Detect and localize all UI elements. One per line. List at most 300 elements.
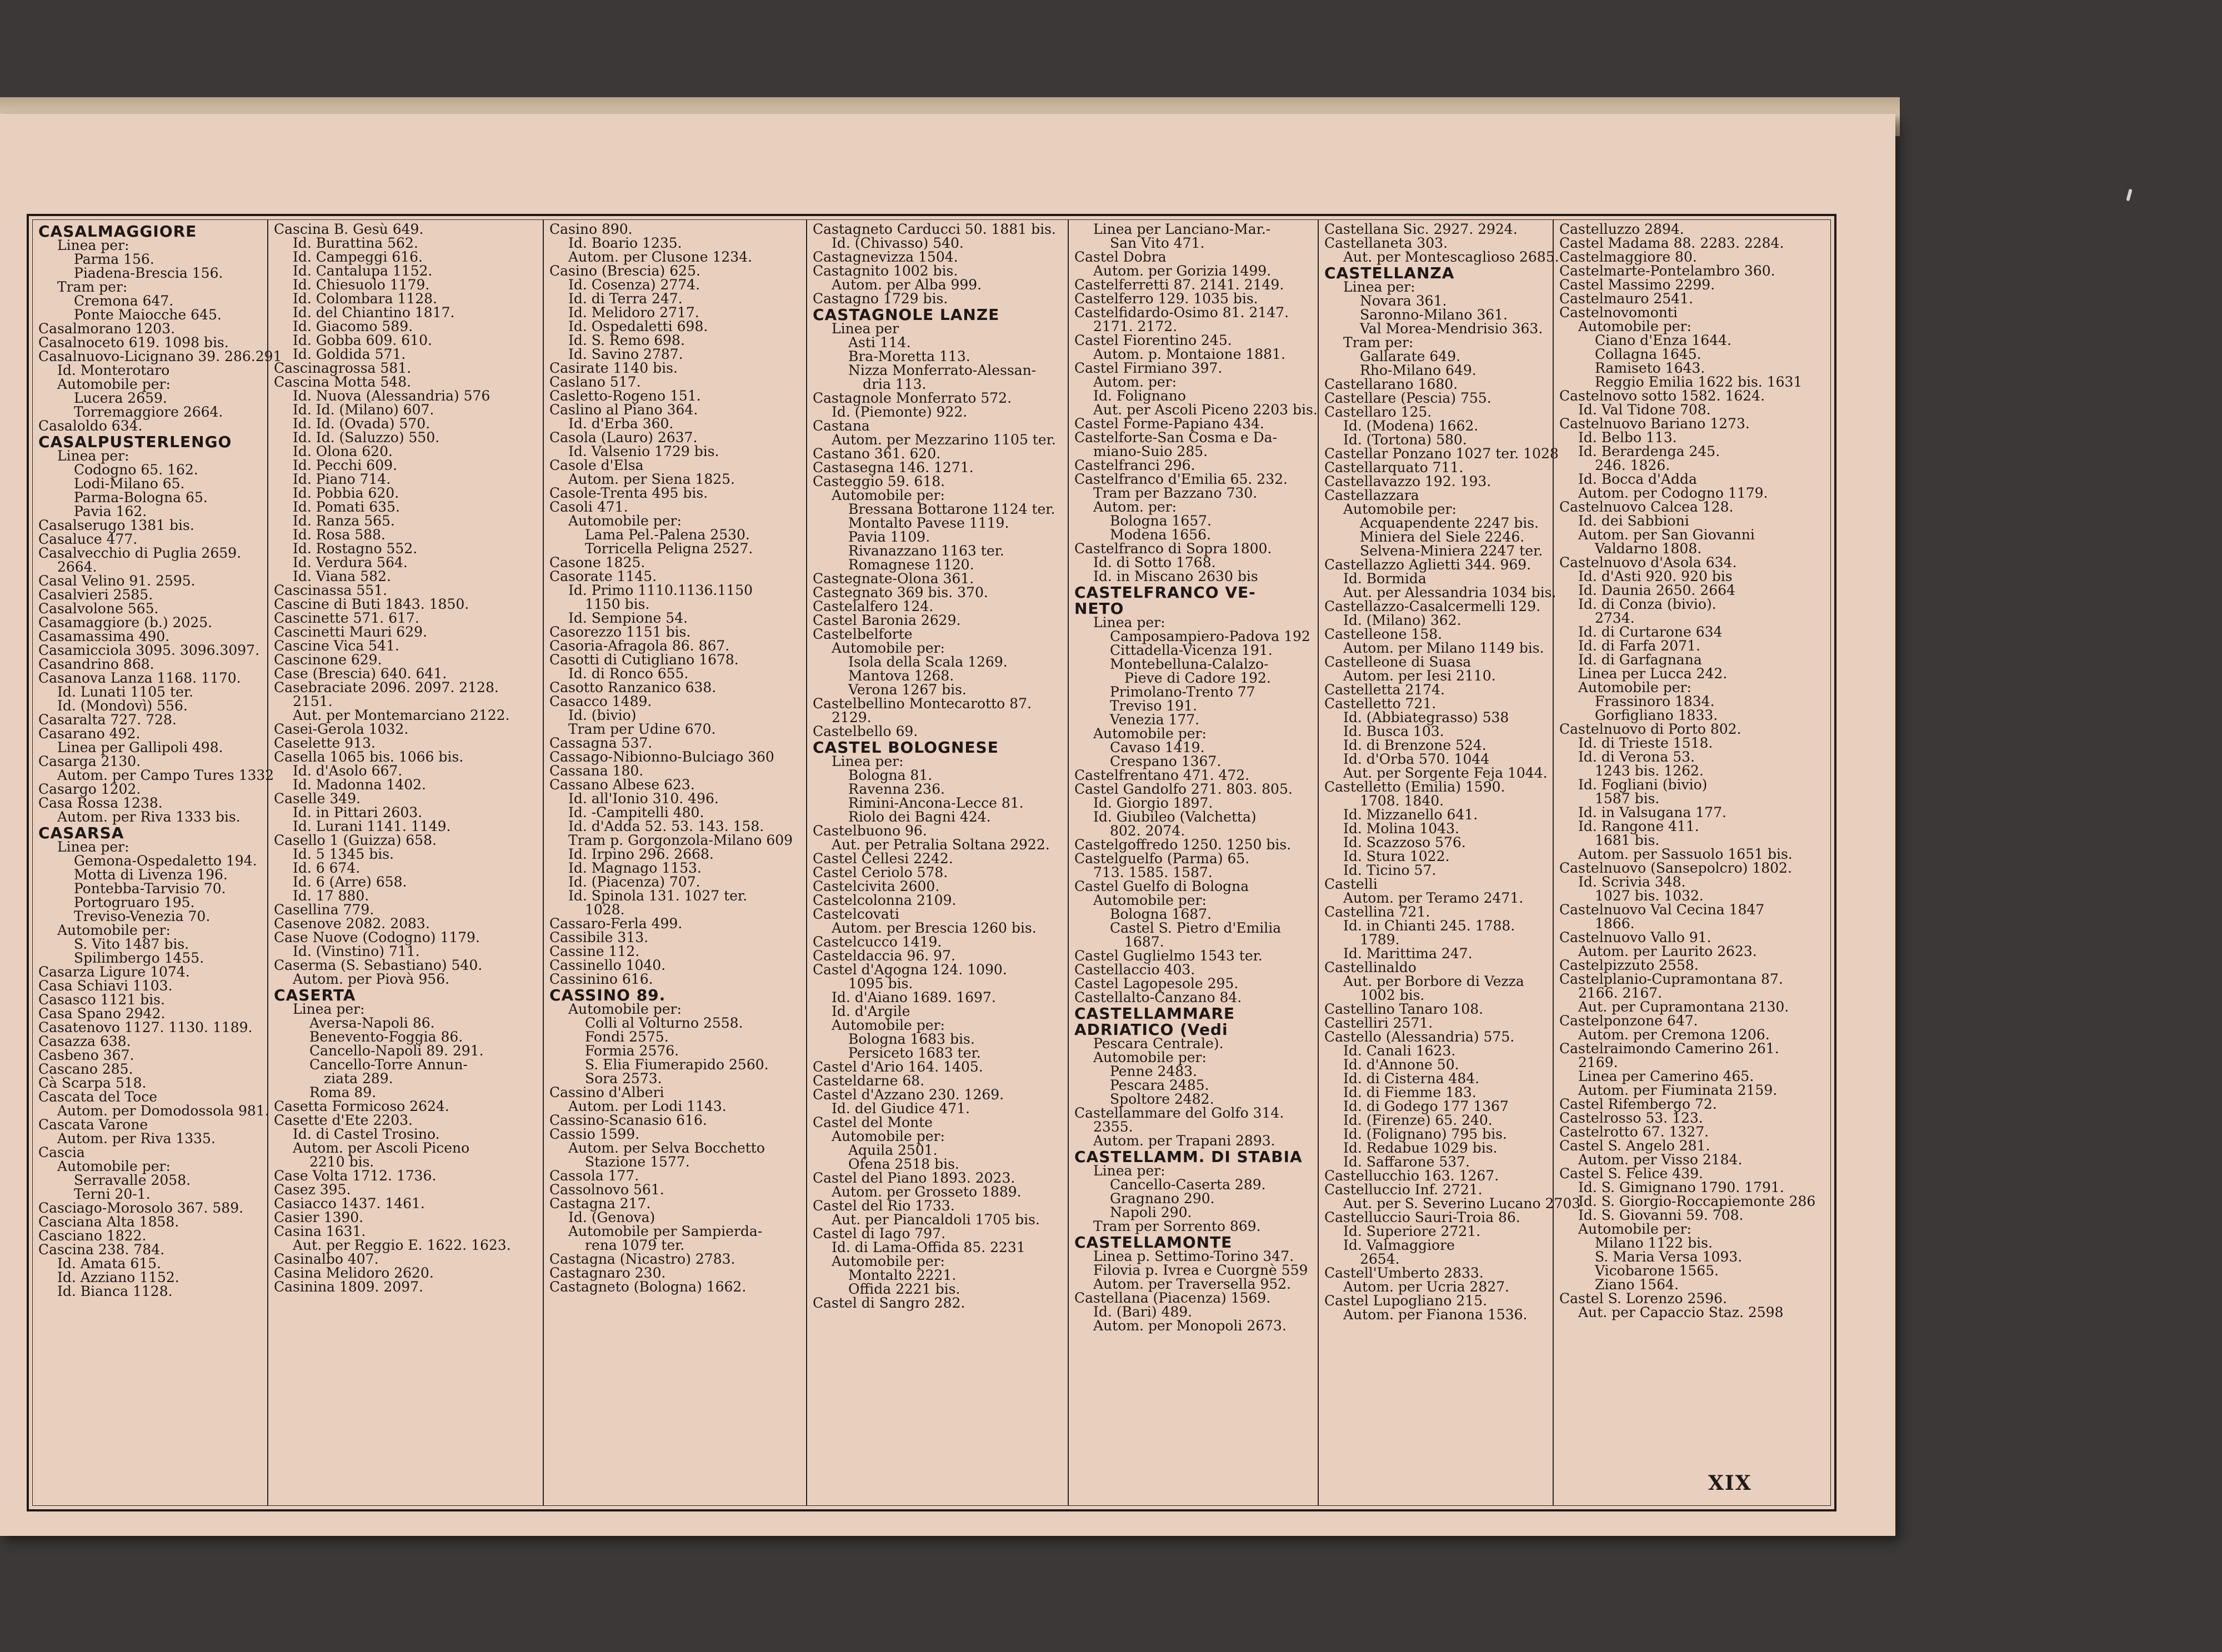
index-entry: 1587 bis. (1595, 790, 1660, 807)
index-entry: Castellucchio 163. 1267. (1324, 1168, 1499, 1184)
index-entry: Castagneto (Bologna) 1662. (549, 1279, 747, 1295)
index-entry: Id. Gobba 609. 610. (293, 332, 432, 348)
index-entry: Casello 1 (Guizza) 658. (274, 832, 437, 848)
index-entry: Id. Rangone 411. (1578, 818, 1699, 834)
index-entry: Castelnuovo Vallo 91. (1559, 929, 1711, 945)
index-entry: Casamaggiore (b.) 2025. (38, 614, 213, 630)
index-column (1554, 220, 1831, 1505)
index-entry: Id. Chiesuolo 1179. (293, 277, 430, 293)
index-entry: Id. Redabue 1029 bis. (1343, 1140, 1498, 1156)
index-entry: Serravalle 2058. (74, 1172, 191, 1188)
index-entry: S. Maria Versa 1093. (1595, 1249, 1743, 1265)
index-entry: Autom. per Piovà 956. (293, 971, 450, 987)
index-entry: Id. di Conza (bivio). (1578, 596, 1716, 612)
index-entry: Id. Piano 714. (293, 471, 391, 487)
index-entry: Casaloldo 634. (38, 418, 143, 434)
index-entry: Ramiseto 1643. (1595, 360, 1705, 376)
index-entry: Autom. per Visso 2184. (1578, 1152, 1743, 1168)
index-entry: S. Vito 1487 bis. (74, 936, 189, 952)
index-entry: Id. d'Argile (832, 1003, 910, 1019)
index-entry: Casamassima 490. (38, 628, 170, 644)
index-entry: Id. Olona 620. (293, 443, 393, 459)
index-entry: Castano 361. 620. (813, 445, 941, 462)
index-entry: Autom. per Fianona 1536. (1343, 1306, 1528, 1323)
index-entry: Castel Massimo 2299. (1559, 277, 1715, 293)
index-entry: Cassine 112. (549, 943, 640, 959)
index-entry: Rivanazzano 1163 ter. (848, 543, 1004, 559)
index-entry: Id. in Valsugana 177. (1578, 804, 1726, 820)
index-entry: Casarga 2130. (38, 753, 141, 769)
index-entry: Spoltore 2482. (1110, 1091, 1214, 1107)
index-entry: Castelbuono 96. (813, 823, 927, 839)
index-entry: Cascinagrossa 581. (274, 360, 412, 376)
index-entry: Id. (Abbiategrasso) 538 (1343, 709, 1509, 725)
index-entry: Codogno 65. 162. (74, 462, 198, 478)
index-entry: Castellazzo-Casalcermelli 129. (1324, 598, 1541, 614)
index-entry: rena 1079 ter. (585, 1237, 685, 1253)
index-entry: Modena 1656. (1110, 527, 1211, 543)
index-entry: Id. Sempione 54. (568, 610, 688, 626)
index-entry: Casoli 471. (549, 499, 628, 515)
index-entry: Automobile per: (1578, 318, 1691, 334)
index-entry: Castel Baronia 2629. (813, 612, 961, 628)
index-entry: Cavaso 1419. (1110, 739, 1205, 755)
index-entry: Castellino Tanaro 108. (1324, 1001, 1484, 1017)
index-entry: Id. Primo 1110.1136.1150 (568, 582, 753, 598)
index-entry: Id. (Bari) 489. (1093, 1304, 1193, 1320)
index-entry: Castelluzzo 2894. (1559, 221, 1684, 237)
index-entry: Id. d'Erba 360. (568, 415, 674, 432)
section-heading: ADRIATICO (Vedi (1074, 1020, 1228, 1039)
index-entry: Ziano 1564. (1595, 1276, 1679, 1293)
index-entry: Id. Valmaggiore (1343, 1237, 1455, 1253)
index-entry: 2210 bis. (309, 1154, 374, 1170)
index-entry: Id. Fogliani (bivio) (1578, 777, 1708, 793)
index-entry: Spilimbergo 1455. (74, 950, 204, 966)
index-entry: Id. Savino 2787. (568, 346, 683, 362)
index-entry: Id. Rosa 588. (293, 527, 386, 543)
index-entry: Casciana Alta 1858. (38, 1214, 179, 1230)
index-entry: Benevento-Foggia 86. (309, 1029, 463, 1045)
index-entry: Autom. per Mezzarino 1105 ter. (832, 432, 1056, 448)
index-entry: Id. dei Sabbioni (1578, 513, 1689, 529)
index-entry: Casacco 1489. (549, 693, 652, 709)
index-entry: Cassano Albese 623. (549, 777, 695, 793)
index-entry: Casole-Trenta 495 bis. (549, 485, 708, 501)
index-entry: Cancello-Napoli 89. 291. (309, 1043, 484, 1059)
index-entry: Castelnuovo Val Cecina 1847 (1559, 902, 1765, 918)
index-entry: Autom. per Selva Bocchetto (568, 1140, 765, 1156)
index-entry: Casez 395. (274, 1182, 351, 1198)
index-entry: Id. di Verona 53. (1578, 749, 1695, 765)
index-entry: Persiceto 1683 ter. (848, 1045, 981, 1061)
index-entry: Id. -Campitelli 480. (568, 804, 704, 820)
index-entry: Castelnuovo (Sansepolcro) 1802. (1559, 860, 1792, 876)
index-column (268, 220, 544, 1505)
index-entry: Id. Canali 1623. (1343, 1043, 1456, 1059)
index-entry: Castagna (Nicastro) 2783. (549, 1251, 735, 1267)
index-entry: Id. S. Gimignano 1790. 1791. (1578, 1179, 1784, 1195)
index-entry: Cassino d'Alberi (549, 1084, 664, 1100)
index-entry: Offida 2221 bis. (848, 1281, 960, 1297)
index-entry: Pescara Centrale). (1093, 1035, 1224, 1052)
index-entry: Casorezzo 1151 bis. (549, 624, 691, 640)
index-entry: Castel d'Azzano 230. 1269. (813, 1087, 1004, 1103)
index-entry: Linea per Lucca 242. (1578, 665, 1728, 682)
index-entry: Castelpizzuto 2558. (1559, 957, 1699, 973)
index-entry: Cancello-Torre Annun- (309, 1057, 468, 1073)
index-entry: 1687. (1124, 934, 1164, 950)
index-entry: Gemona-Ospedaletto 194. (74, 853, 257, 869)
index-entry: Tram per Bazzano 730. (1093, 485, 1258, 501)
index-entry: Id. Busca 103. (1343, 723, 1444, 739)
index-entry: Lodi-Milano 65. (74, 475, 185, 492)
index-entry: Castel S. Pietro d'Emilia (1110, 920, 1282, 936)
index-entry: Torricella Peligna 2527. (585, 540, 753, 557)
index-entry: Linea per: (293, 1001, 365, 1017)
index-entry: Castagnito 1002 bis. (813, 263, 958, 279)
index-entry: Castellare (Pescia) 755. (1324, 390, 1492, 406)
index-entry: Cascinassa 551. (274, 582, 388, 598)
index-entry: Pavia 1109. (848, 529, 930, 545)
index-entry: Gorfigliano 1833. (1595, 707, 1718, 723)
index-entry: Id. 6 (Arre) 658. (293, 874, 407, 890)
index-entry: Saronno-Milano 361. (1360, 307, 1508, 323)
index-entry: Autom. per Riva 1335. (57, 1130, 216, 1147)
index-entry: Autom. per Milano 1149 bis. (1343, 640, 1544, 656)
index-entry: Castelbelforte (813, 626, 913, 642)
index-entry: Tram p. Gorgonzola-Milano 609 (568, 832, 793, 848)
index-entry: Reggio Emilia 1622 bis. 1631 (1595, 374, 1803, 390)
index-entry: 2169. (1578, 1054, 1618, 1070)
index-entry: Id. (Piemonte) 922. (832, 404, 968, 420)
index-entry: Treviso 191. (1110, 698, 1198, 714)
index-entry: Casaralta 727. 728. (38, 712, 177, 728)
index-entry: Id. Bormida (1343, 570, 1427, 587)
index-entry: Vicobarone 1565. (1595, 1263, 1719, 1279)
index-entry: Id. Bianca 1128. (57, 1283, 173, 1299)
index-entry: Castelmauro 2541. (1559, 291, 1693, 307)
index-entry: Automobile per: (832, 1017, 945, 1033)
index-entry: 1028. (585, 902, 625, 918)
index-entry: Tram per Sorrento 869. (1093, 1218, 1261, 1234)
index-entry: Milano 1122 bis. (1595, 1235, 1713, 1251)
index-entry: Castellaneta 303. (1324, 235, 1448, 251)
index-entry: Autom. per: (1093, 499, 1177, 515)
index-entry: Portogruaro 195. (74, 894, 195, 910)
index-entry: Castel Dobra (1074, 249, 1167, 265)
index-entry: Id. Pobbia 620. (293, 485, 399, 501)
index-entry: Cancello-Caserta 289. (1110, 1177, 1266, 1193)
index-entry: Ofena 2518 bis. (848, 1156, 959, 1172)
index-entry: Castell'Umberto 2833. (1324, 1265, 1484, 1281)
index-entry: Id. Ranza 565. (293, 513, 395, 529)
index-entry: Id. Molina 1043. (1343, 820, 1459, 837)
index-entry: Casotto Ranzanico 638. (549, 679, 717, 695)
index-entry: Id. Giorgio 1897. (1093, 795, 1213, 811)
index-entry: Pieve di Cadore 192. (1124, 670, 1271, 686)
index-entry: Linea per: (57, 448, 129, 464)
index-entry: 2734. (1595, 610, 1635, 626)
index-entry: Automobile per Sampierda- (568, 1223, 763, 1239)
index-entry: Castagnole Monferrato 572. (813, 390, 1012, 406)
index-entry: Id. d'Orba 570. 1044 (1343, 751, 1490, 767)
index-entry: Id. Campeggi 616. (293, 249, 423, 265)
index-entry: Collagna 1645. (1595, 346, 1701, 362)
index-entry: Castelluccio Sauri-Troia 86. (1324, 1209, 1520, 1225)
index-entry: Automobile per: (57, 922, 171, 938)
index-entry: Casal Velino 91. 2595. (38, 573, 196, 589)
index-entry: Verona 1267 bis. (848, 682, 967, 698)
index-entry: Castellina 721. (1324, 904, 1430, 920)
index-entry: 2166. 2167. (1578, 985, 1663, 1001)
index-entry: Aut. per Ascoli Piceno 2203 bis. (1093, 402, 1318, 418)
index-entry: Id. Burattina 562. (293, 235, 418, 251)
index-entry: Cassola 177. (549, 1168, 639, 1184)
index-entry: Linea per Camerino 465. (1578, 1068, 1754, 1084)
index-entry: 1866. (1595, 915, 1635, 932)
index-entry: Autom. per Teramo 2471. (1343, 890, 1524, 906)
index-entry: Id. 6 674. (293, 860, 361, 876)
index-entry: Castellalto-Canzano 84. (1074, 989, 1242, 1005)
index-entry: Id. d'Asolo 667. (293, 763, 403, 779)
index-entry: Id. di Castel Trosino. (293, 1126, 440, 1142)
index-entry: Miniera del Siele 2246. (1360, 529, 1525, 545)
index-entry: Bologna 1687. (1110, 906, 1212, 922)
index-entry: Castel S. Angelo 281. (1559, 1138, 1710, 1154)
index-entry: Castelmaggiore 80. (1559, 249, 1697, 265)
index-entry: Id. di Sotto 1768. (1093, 554, 1216, 570)
index-entry: Napoli 290. (1110, 1204, 1192, 1220)
index-entry: Asti 114. (848, 334, 911, 351)
index-entry: Casina Melidoro 2620. (274, 1265, 434, 1281)
index-entry: Automobile per: (1578, 679, 1691, 695)
index-entry: Castelcolonna 2109. (813, 892, 957, 908)
index-entry: Casa Spano 2942. (38, 1005, 166, 1022)
index-entry: Castelbello 69. (813, 723, 918, 739)
index-entry: Linea per: (1093, 1163, 1165, 1179)
index-entry: Id. 5 1345 bis. (293, 846, 394, 862)
index-entry: Automobile per: (1343, 501, 1457, 517)
index-entry: Autom. per Ascoli Piceno (293, 1140, 470, 1156)
index-entry: Id. Melidoro 2717. (568, 304, 699, 321)
index-entry: Id. Berardenga 245. (1578, 443, 1720, 459)
index-entry: Castel Fiorentino 245. (1074, 332, 1232, 348)
index-entry: Aversa-Napoli 86. (309, 1015, 435, 1031)
index-entry: Id. in Pittari 2603. (293, 804, 423, 820)
index-entry: Automobile per: (832, 487, 945, 503)
index-entry: Castelcucco 1419. (813, 934, 942, 950)
index-entry: Castel Gandolfo 271. 803. 805. (1074, 781, 1293, 797)
index-entry: Automobile per: (832, 640, 945, 656)
index-entry: Montebelluna-Calalzo- (1110, 656, 1269, 672)
index-entry: Castel Cellesi 2242. (813, 850, 953, 867)
index-entry: Casola (Lauro) 2637. (549, 429, 698, 445)
index-entry: Castelmarte-Pontelambro 360. (1559, 263, 1775, 279)
index-entry: Autom. per Grosseto 1889. (832, 1184, 1022, 1200)
index-entry: Castelponzone 647. (1559, 1013, 1698, 1029)
index-entry: 1243 bis. 1262. (1595, 763, 1704, 779)
index-entry: Nizza Monferrato-Alessan- (848, 362, 1037, 378)
index-entry: Autom. per Laurito 2623. (1578, 943, 1757, 959)
index-entry: Parma 156. (74, 251, 154, 267)
section-heading: CASTELLAMM. DI STABIA (1074, 1148, 1303, 1166)
index-entry: Linea per (832, 321, 899, 337)
index-entry: Castelfrentano 471. 472. (1074, 767, 1250, 783)
index-frame (27, 214, 1836, 1511)
index-entry: Colli al Volturno 2558. (585, 1015, 743, 1031)
index-entry: Castel Guelfo di Bologna (1074, 878, 1249, 894)
index-entry: Id. Spinola 131. 1027 ter. (568, 888, 748, 904)
index-entry: Automobile per: (57, 376, 171, 392)
page (0, 114, 1895, 1536)
index-entry: Casebraciate 2096. 2097. 2128. (274, 679, 499, 695)
index-entry: Castel d'Agogna 124. 1090. (813, 962, 1007, 978)
index-entry: Aut. per Montemarciano 2122. (293, 707, 510, 723)
index-entry: Castelrosso 53. 123. (1559, 1110, 1703, 1126)
index-entry: Id. Nuova (Alessandria) 576 (293, 388, 491, 404)
index-entry: Castelletta 2174. (1324, 682, 1445, 698)
index-entry: Val Morea-Mendrisio 363. (1360, 321, 1543, 337)
index-entry: Id. S. Giovanni 59. 708. (1578, 1207, 1744, 1223)
index-entry: Id. di Godego 177 1367 (1343, 1098, 1509, 1114)
index-entry: Id. Giacomo 589. (293, 318, 413, 334)
index-entry: Castel Guglielmo 1543 ter. (1074, 948, 1263, 964)
index-entry: Gallarate 649. (1360, 348, 1461, 364)
index-column (1069, 220, 1319, 1505)
index-entry: Castel Rifembergo 72. (1559, 1096, 1717, 1112)
index-entry: Case (Brescia) 640. 641. (274, 665, 447, 682)
index-entry: Castelletto 721. (1324, 695, 1437, 712)
section-heading: CASTELLANZA (1324, 264, 1455, 282)
index-entry: Cascia (38, 1144, 85, 1160)
index-entry: Casalserugo 1381 bis. (38, 517, 194, 533)
index-entry: Pavia 162. (74, 503, 147, 519)
index-entry: Id. Ticino 57. (1343, 862, 1437, 878)
index-entry: Castellaro 125. (1324, 404, 1432, 420)
index-entry: Selvena-Miniera 2247 ter. (1360, 543, 1543, 559)
index-entry: Linea per Gallipoli 498. (57, 739, 223, 755)
index-entry: Castelnovo sotto 1582. 1624. (1559, 388, 1765, 404)
index-entry: Automobile per: (832, 1128, 945, 1144)
index-entry: Romagnese 1120. (848, 557, 974, 573)
index-entry: Sora 2573. (585, 1070, 662, 1087)
index-entry: Autom. per Riva 1333 bis. (57, 809, 241, 825)
index-entry: Case Nuove (Codogno) 1179. (274, 929, 480, 945)
index-entry: Cascinone 629. (274, 652, 382, 668)
index-entry: Castelfranco d'Emilia 65. 232. (1074, 471, 1288, 487)
index-entry: Novara 361. (1360, 293, 1447, 309)
index-entry: Camposampiero-Padova 192 (1110, 628, 1310, 644)
index-entry: Rimini-Ancona-Lecce 81. (848, 795, 1024, 811)
index-entry: Castel Lupogliano 215. (1324, 1293, 1488, 1309)
index-entry: Casa Rossa 1238. (38, 795, 163, 811)
index-entry: 802. 2074. (1110, 823, 1185, 839)
index-entry: Acquapendente 2247 bis. (1360, 515, 1539, 531)
index-entry: Autom. per Brescia 1260 bis. (832, 920, 1037, 936)
index-entry: Castagna 217. (549, 1195, 651, 1212)
index-entry: Castelforte-San Cosma e Da- (1074, 429, 1278, 445)
index-entry: Id. Bocca d'Adda (1578, 471, 1697, 487)
index-entry: 246. 1826. (1595, 457, 1670, 473)
index-entry: Castellaccio 403. (1074, 962, 1195, 978)
index-entry: Autom. per Clusone 1234. (568, 249, 753, 265)
index-entry: Aut. per Reggio E. 1622. 1623. (293, 1237, 511, 1253)
index-entry: Casinina 1809. 2097. (274, 1279, 423, 1295)
index-entry: Casazza 638. (38, 1033, 131, 1049)
index-entry: Castelferretti 87. 2141. 2149. (1074, 277, 1284, 293)
index-entry: Id. di Trieste 1518. (1578, 735, 1713, 751)
index-entry: Id. di Ronco 655. (568, 665, 689, 682)
index-entry: Aut. per Piancaldoli 1705 bis. (832, 1212, 1040, 1228)
index-entry: Castel di Iago 797. (813, 1225, 946, 1241)
index-entry: Cassibile 313. (549, 929, 649, 945)
section-heading: CASALPUSTERLENGO (38, 433, 232, 451)
index-entry: Id. Cantalupa 1152. (293, 263, 433, 279)
index-entry: Castellar Ponzano 1027 ter. 1028 (1324, 445, 1559, 462)
index-entry: Aut. per Cupramontana 2130. (1578, 999, 1789, 1015)
index-entry: Casella 1065 bis. 1066 bis. (274, 749, 464, 765)
index-entry: Id. Giubileo (Valchetta) (1093, 809, 1257, 825)
index-entry: Castelleone 158. (1324, 626, 1443, 642)
index-entry: Castelli (1324, 876, 1378, 892)
index-column (1319, 220, 1581, 1505)
index-entry: Casarza Ligure 1074. (38, 964, 190, 980)
index-entry: Terni 20-1. (74, 1186, 151, 1202)
index-entry: Castelnuovo Bariano 1273. (1559, 415, 1750, 432)
index-entry: Id. del Giudice 471. (832, 1100, 970, 1117)
index-column (544, 220, 807, 1505)
index-entry: Id. (Genova) (568, 1209, 655, 1225)
index-entry: Castagnevizza 1504. (813, 249, 958, 265)
index-entry: Cascata del Toce (38, 1089, 157, 1105)
index-entry: Cassinello 1040. (549, 957, 666, 973)
index-entry: Castellazzo Aglietti 344. 969. (1324, 557, 1532, 573)
index-entry: Id. Superiore 2721. (1343, 1223, 1481, 1239)
index-entry: Frassinoro 1834. (1595, 693, 1715, 709)
index-entry: Cassolnovo 561. (549, 1182, 664, 1198)
index-entry: 1150 bis. (585, 596, 650, 612)
index-entry: Aut. per Petralia Soltana 2922. (832, 837, 1050, 853)
index-entry: Primolano-Trento 77 (1110, 684, 1255, 700)
index-entry: Treviso-Venezia 70. (74, 908, 211, 924)
index-entry: Casalnuovo-Licignano 39. 286.291 (38, 348, 282, 364)
index-entry: Casanova Lanza 1168. 1170. (38, 670, 241, 686)
index-entry: Casalvecchio di Puglia 2659. (38, 545, 242, 561)
index-entry: 2151. (293, 693, 333, 709)
index-entry: Casette d'Ete 2203. (274, 1112, 413, 1128)
index-entry: Id. Viana 582. (293, 568, 391, 584)
index-entry: Castel del Rio 1733. (813, 1198, 955, 1214)
index-entry: Castagneto Carducci 50. 1881 bis. (813, 221, 1056, 237)
index-entry: Id. Val Tidone 708. (1578, 402, 1711, 418)
index-entry: Filovia p. Ivrea e Cuorgnè 559 (1093, 1262, 1308, 1278)
index-entry: Cassino-Scanasio 616. (549, 1112, 707, 1128)
index-entry: Casorate 1145. (549, 568, 657, 584)
index-entry: Automobile per: (568, 513, 682, 529)
index-entry: Castellarano 1680. (1324, 376, 1458, 392)
index-entry: Casinalbo 407. (274, 1251, 379, 1267)
index-entry: Castegnato 369 bis. 370. (813, 584, 988, 600)
index-entry: Castana (813, 418, 870, 434)
index-entry: Caslino al Piano 364. (549, 402, 698, 418)
index-entry: Cittadella-Vicenza 191. (1110, 642, 1273, 658)
index-entry: Id. Folignano (1093, 388, 1186, 404)
index-entry: Casalnoceto 619. 1098 bis. (38, 334, 229, 351)
index-entry: Pescara 2485. (1110, 1077, 1209, 1093)
index-entry: Castelraimondo Camerino 261. (1559, 1040, 1779, 1057)
index-column (807, 220, 1069, 1505)
